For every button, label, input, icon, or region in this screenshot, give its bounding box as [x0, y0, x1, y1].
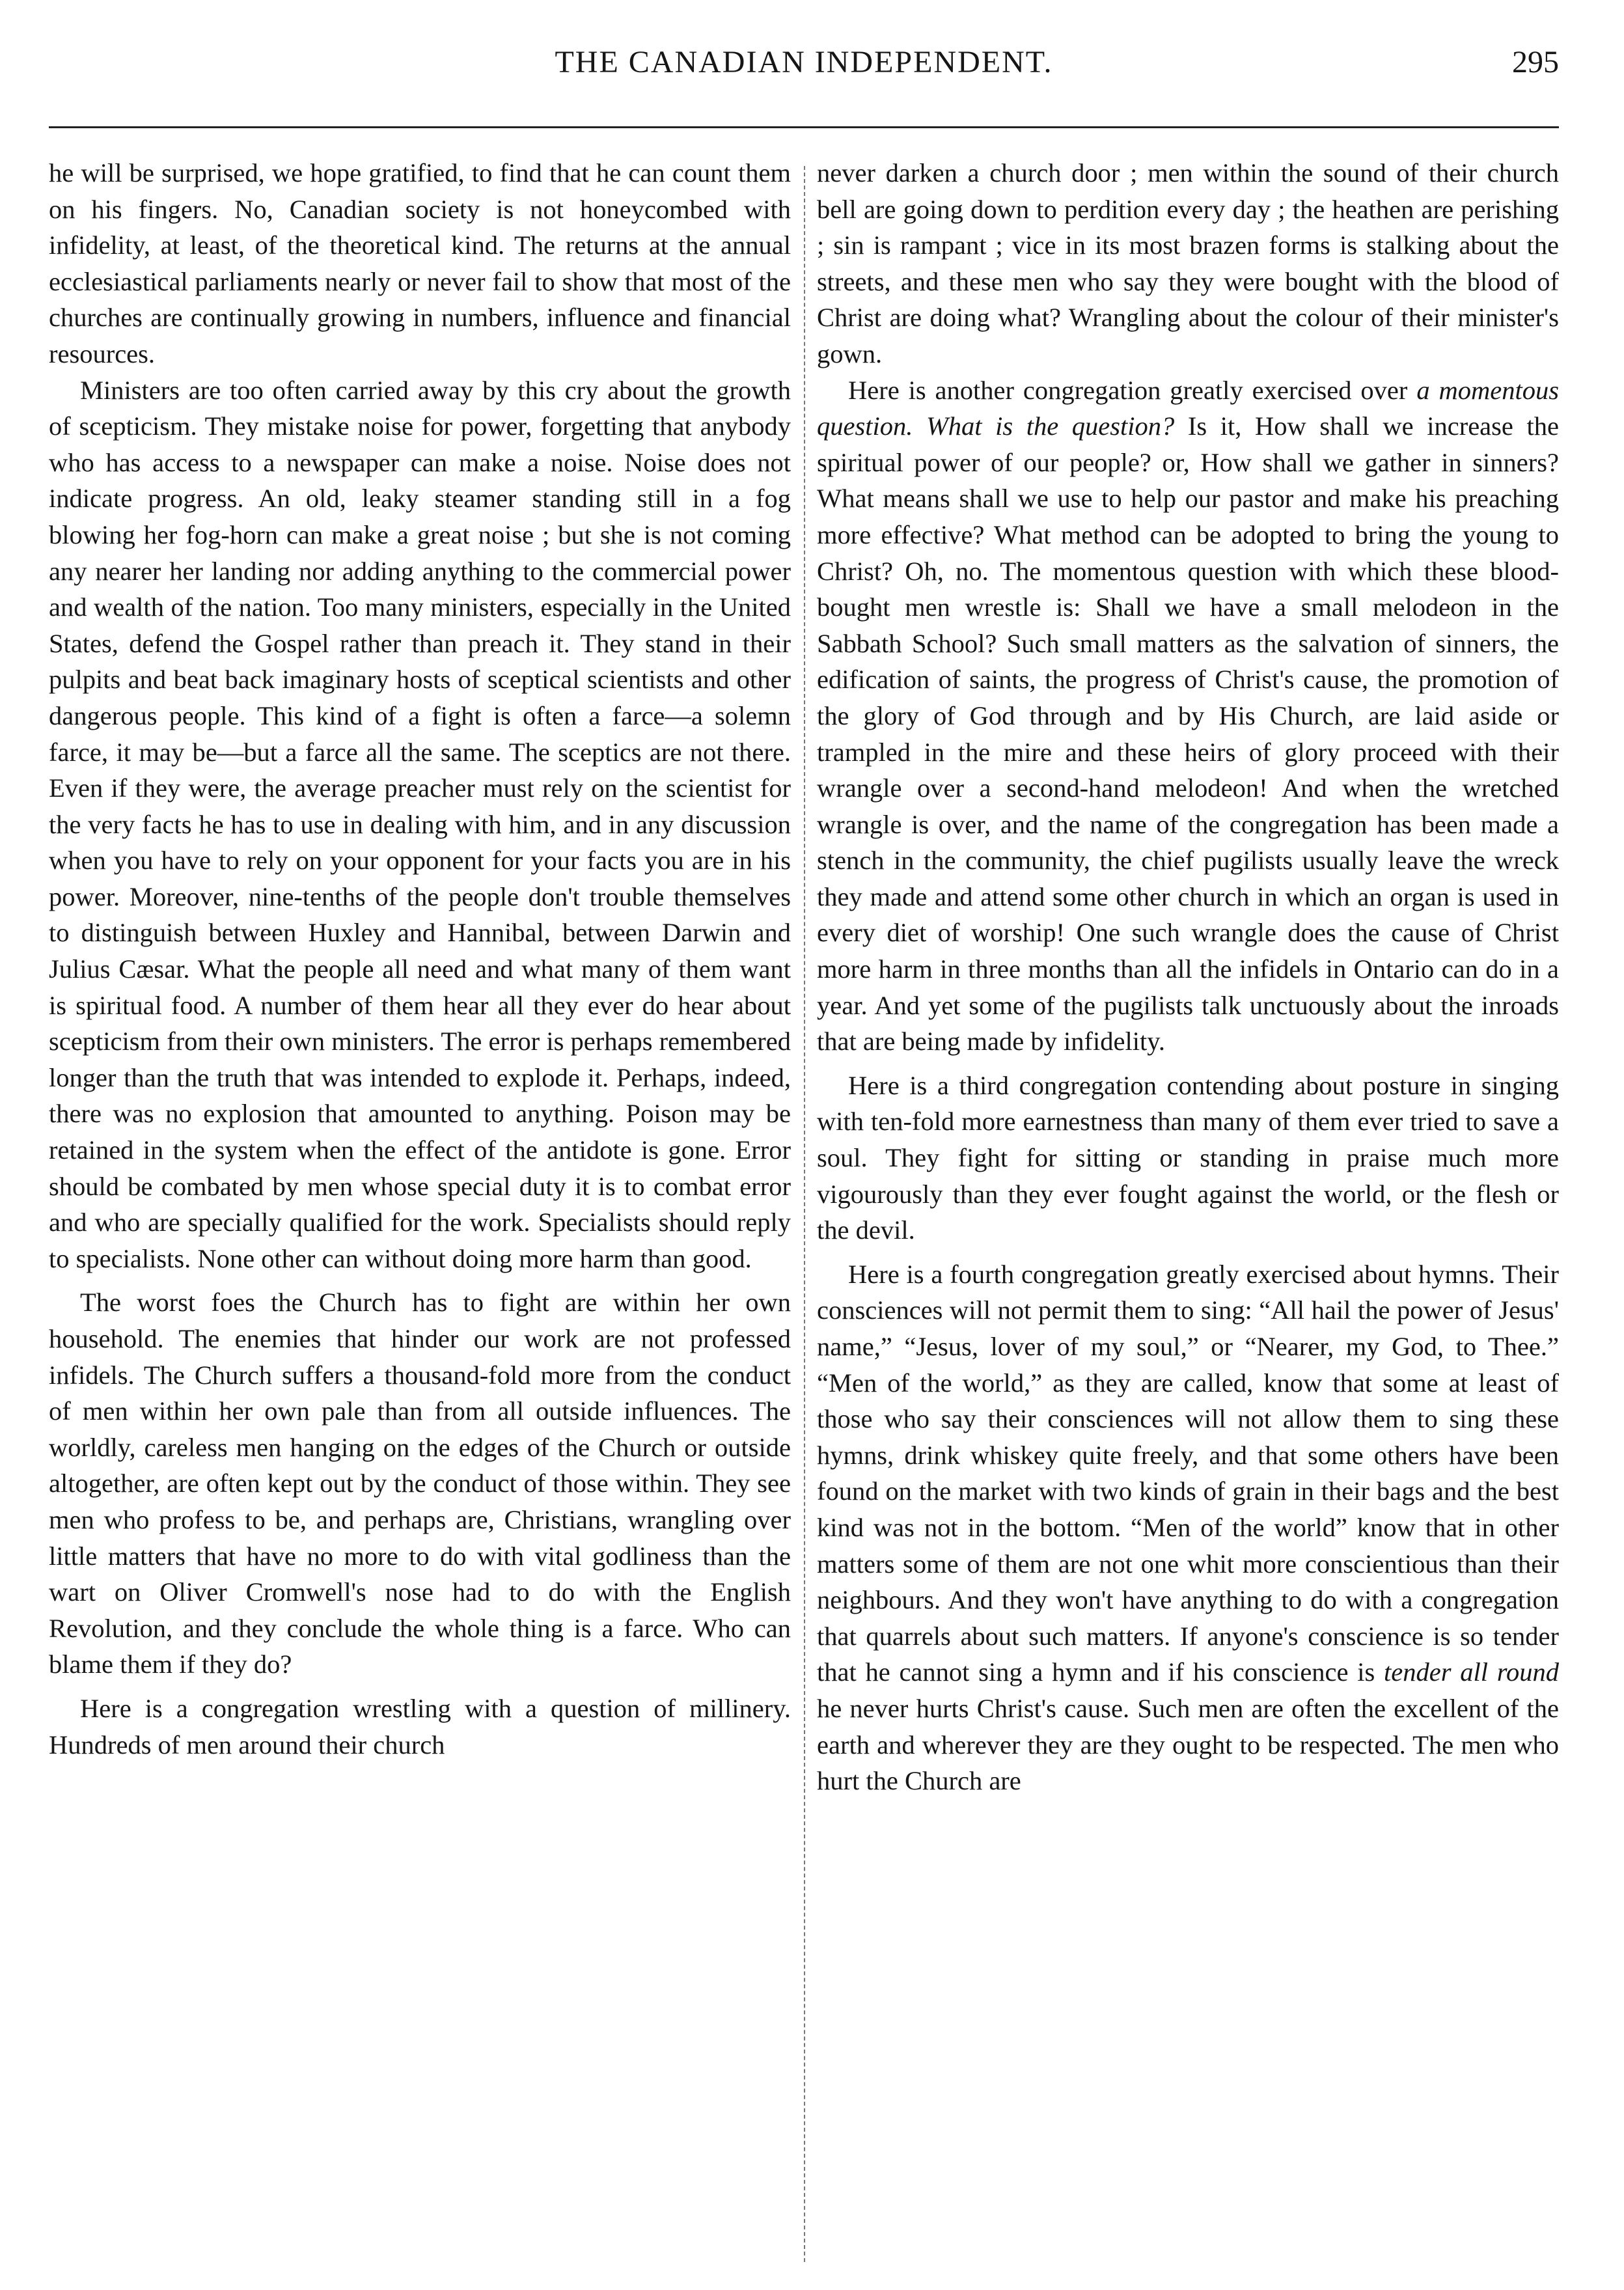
paragraph-gown: never darken a church door ; men within the sound of their church bell are going down to perdition every day ; the heathen are perishing ; sin is rampant ; vice in its most brazen forms is stalking about the streets, and these men who say they were bought with the blood of Christ are doing what? Wrangling about the colour of their minister's gown.: [817, 158, 1559, 368]
column-divider: [804, 166, 805, 2262]
page-number: 295: [1512, 45, 1559, 79]
newspaper-page: [49, 39, 1559, 2265]
melodeon-text-end: Is it, How shall we increase the spiritual power of our people? or, How shall we gather in sinners? What means shall we use to help our pastor and make his preaching more effective? What method can be adopted to bring the young to Christ? Oh, no. The momentous question with which these blood-bought men wrestle is: Shall we have a small melodeon in the Sabbath School? Such small matters as the salvation of sinners, the edification of saints, the progress of Christ's cause, the promotion of the glory of God through and by His Church, are laid aside or trampled in the mire and these heirs of glory proceed with their wrangle over a second-hand melodeon! And when the wretched wrangle is over, and the name of the congregation has been made a stench in the community, the chief pugilists usually leave the wreck they made and attend some other church in which an organ is used in every diet of worship! One such wrangle does the cause of Christ more harm in three months than all the infidels in Ontario can do in a year. And yet some of the pugilists talk unctuously about the inroads that are being made by infidelity.: [817, 411, 1559, 1056]
paragraph-worst-foes: The worst foes the Church has to fight are within her own household. The enemies that hinder our work are not professed infidels. The Church suffers a thousand-fold more from the conduct of men within her own pale than from all outside influences. The worldly, careless men hanging on the edges of the Church or outside altogether, are often kept out by the conduct of those within. They see men who profess to be, and perhaps are, Christians, wrangling over little matters that have no more to do with vital godliness than the wart on Oliver Cromwell's nose had to do with the English Revolution, and they conclude the whole thing is a farce. Who can blame them if they do?: [49, 1288, 791, 1679]
paragraph-scepticism: Ministers are too often carried away by this cry about the growth of scepticism. They mistake noise for power, forgetting that anybody who has access to a newspaper can make a noise. Noise does not indicate progress. An old, leaky steamer standing still in a fog blowing her fog-horn can make a great noise ; but she is not coming any nearer her landing nor adding anything to the commercial power and wealth of the nation. Too many ministers, especially in the United States, defend the Gospel rather than preach it. They stand in their pulpits and beat back imaginary hosts of sceptical scientists and other dangerous people. This kind of a fight is often a farce—a solemn farce, it may be—but a farce all the same. The sceptics are not there. Even if they were, the average preacher must rely on the scientist for the very facts he has to use in dealing with him, and in any discussion when you have to rely on your opponent for your facts you are in his power. Moreover, nine-tenths of the people don't trouble themselves to distinguish between Huxley and Hannibal, between Darwin and Julius Cæsar. What the people all need and what many of them want is spiritual food. A number of them hear all they ever do hear about scepticism from their own ministers. The error is perhaps remembered longer than the truth that was intended to explode it. Perhaps, indeed, there was no explosion that amounted to anything. Poison may be retained in the system when the effect of the antidote is gone. Error should be combated by men whose special duty it is to combat error and who are specially qualified for the work. Specialists should reply to specialists. None other can without doing more harm than good.: [49, 375, 791, 1273]
hymns-text-start: Here is a fourth congregation greatly exercised about hymns. Their consciences will not permit them to sing: “All hail the power of Jesus' name,” “Jesus, lover of my soul,” or “Nearer, my God, to Thee.” “Men of the world,” as they are called, know that some at least of those who say their consciences will not allow them to sing these hymns, drink whiskey quite freely, and that some others have been found on the market with two kinds of grain in their bags and the best kind was not in the bottom. “Men of the world” know that in other matters some of them are not one whit more conscientious than their neighbours. And they won't have anything to do with a congregation that quarrels about such matters. If anyone's conscience is so tender that he cannot sing a hymn and if his conscience is: [817, 1259, 1559, 1687]
page-header: [49, 39, 1559, 85]
right-column: [817, 155, 1559, 1799]
paragraph-hymns: [817, 1256, 1559, 1799]
melodeon-text-start: Here is another congregation greatly exercised over: [848, 375, 1408, 405]
publication-title: THE CANADIAN INDEPENDENT.: [555, 45, 1053, 79]
header-rule: [49, 126, 1559, 128]
paragraph-millinery: Here is a congregation wrestling with a question of millinery. Hundreds of men around their church: [49, 1693, 791, 1759]
hymns-text-end: he never hurts Christ's cause. Such men are often the excellent of the earth and wherever they are they ought to be respected. The men who hurt the Church are: [817, 1693, 1559, 1796]
paragraph-posture: Here is a third congregation contending about posture in singing with ten-fold more earnestness than many of them ever tried to save a soul. They fight for sitting or standing in praise much more vigourously than they ever fought against the world, or the flesh or the devil.: [817, 1070, 1559, 1245]
paragraph-melodeon: [817, 372, 1559, 1060]
melodeon-italic-text: a momentous question. What is the question?: [817, 375, 1559, 441]
paragraph-continued: he will be surprised, we hope gratified, to find that he can count them on his fingers. No, Canadian society is not honeycombed with infidelity, at least, of the theoretical kind. The returns at the annual ecclesiastical parliaments nearly or never fail to show that most of the churches are continually growing in numbers, influence and financial resources.: [49, 158, 791, 368]
hymns-italic-text: tender all round: [1384, 1657, 1559, 1687]
left-column: [49, 155, 791, 1763]
